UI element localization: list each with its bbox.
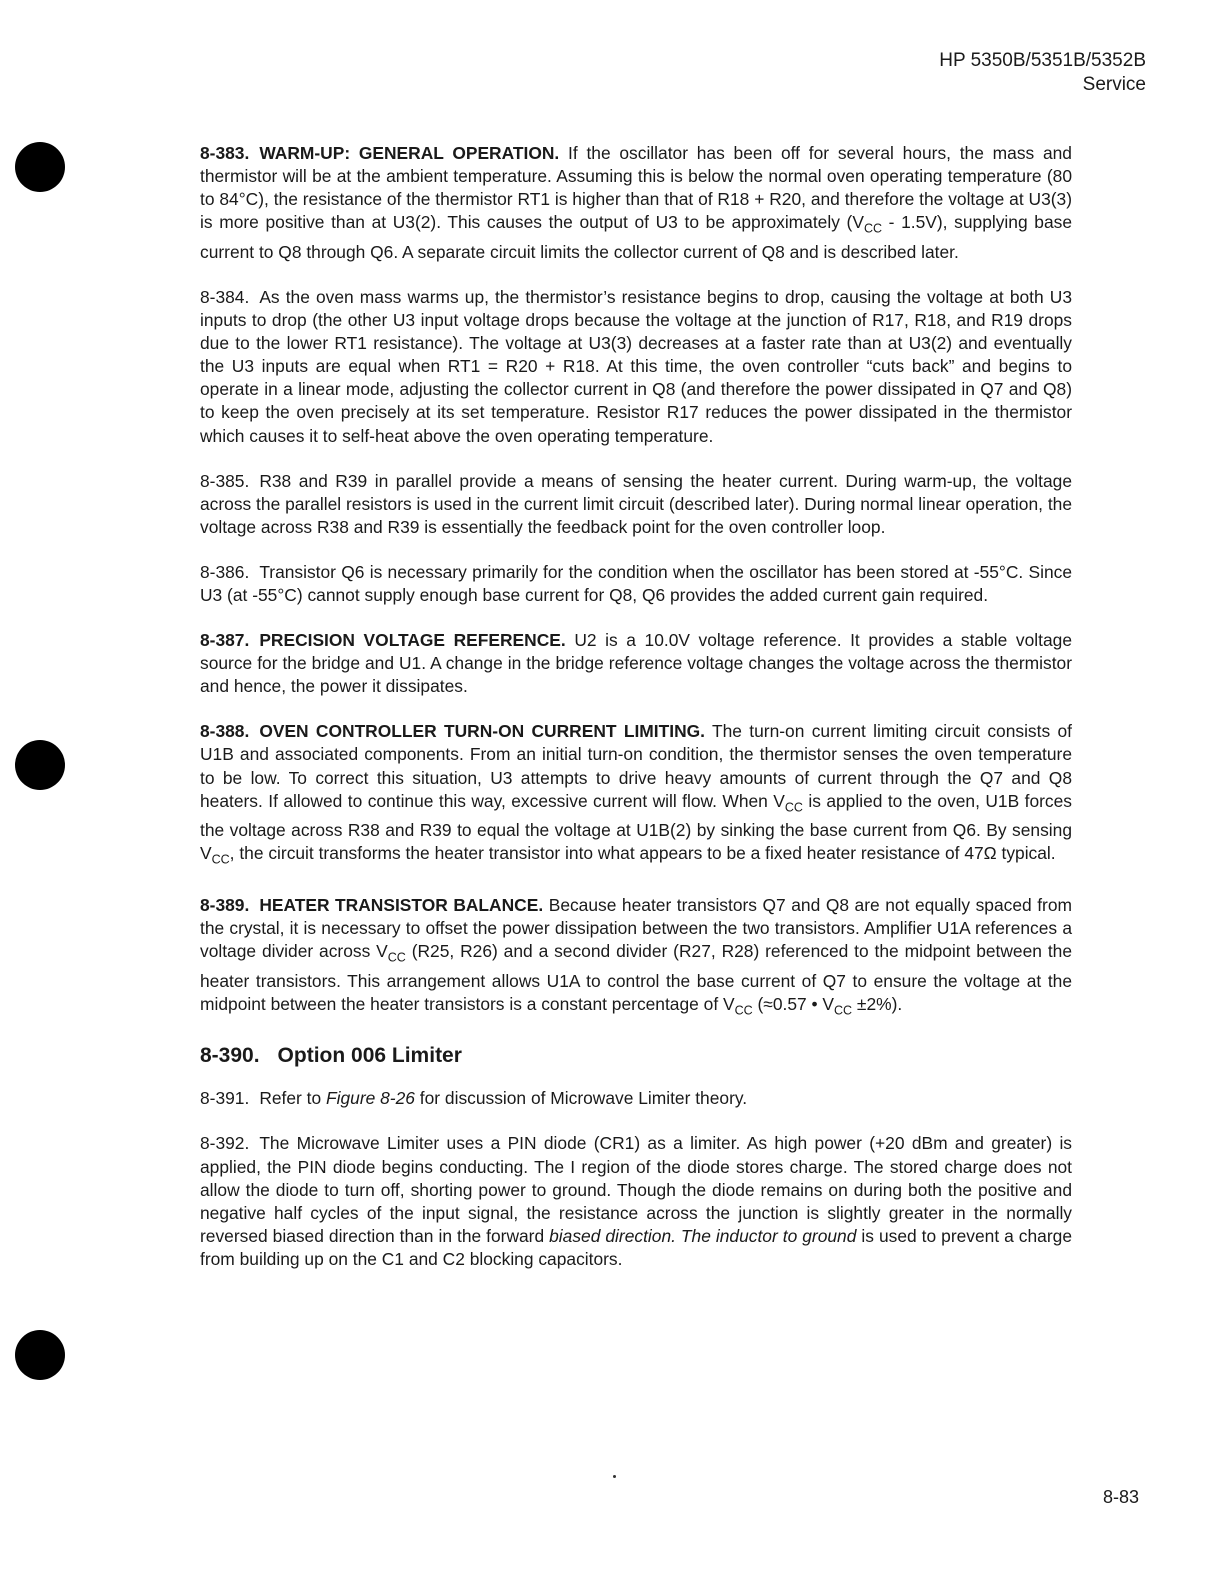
- subscript-cc: CC: [863, 221, 883, 236]
- paragraph-text: - 1.5V), supplying base current to Q8 through Q6. A separate circuit limits the collector current of Q8 and is described later.: [200, 212, 1072, 262]
- paragraph-title: OVEN CONTROLLER TURN-ON CURRENT LIMITING.: [259, 721, 705, 742]
- paragraph-8-383: [200, 142, 1072, 264]
- paragraph-text: is applied to the oven, U1B forces the voltage across R38 and R39 to equal the voltage at U1B(2) by sinking the base current from Q6. By sensing V: [200, 790, 1072, 864]
- paragraph-number: 8-387.: [200, 630, 250, 651]
- paragraph-8-391: [200, 1087, 1072, 1110]
- paragraph-text: The Microwave Limiter uses a PIN diode (CR1) as a limiter. As high power (+20 dBm and greater) is applied, the PIN diode begins conducting. The I region of the diode stores charge. The stored charge does not allow the diode to turn off, shorting power to ground. Though the diode remains on during both the positive and negative half cycles of the input signal, the resistance across the junction is slightly greater in the normally reversed biased direction than in the forward: [200, 1133, 1072, 1246]
- paragraph-text: (R25, R26) and a second divider (R27, R28) referenced to the midpoint between the heater transistors. This arrangement allows U1A to control the base current of Q7 to ensure the voltage at the midpoint between the heater transistors is a constant percentage of V: [200, 941, 1073, 1014]
- subscript-cc: CC: [784, 800, 803, 815]
- header-section: Service: [1082, 74, 1146, 95]
- paragraph-number: 8-386.: [200, 561, 250, 582]
- subscript-cc: CC: [734, 1003, 753, 1018]
- punch-hole-middle: [15, 740, 65, 790]
- paragraph-number: 8-384.: [200, 286, 250, 307]
- paragraph-text: Refer to: [259, 1088, 327, 1109]
- figure-reference: Figure 8-26: [326, 1088, 415, 1109]
- section-heading-8-390: [200, 1044, 1072, 1067]
- punch-hole-top: [15, 142, 65, 192]
- paragraph-text: for discussion of Microwave Limiter theory.: [414, 1088, 748, 1109]
- paragraph-number: 8-392.: [200, 1133, 250, 1154]
- scan-speck: [613, 1475, 616, 1478]
- section-title: Option 006 Limiter: [277, 1044, 462, 1068]
- section-number: 8-390.: [200, 1044, 260, 1068]
- subscript-cc: CC: [211, 852, 230, 867]
- paragraph-8-392: [200, 1132, 1072, 1271]
- paragraph-8-386: [200, 561, 1072, 607]
- paragraph-italic-text: biased direction. The inductor to ground: [549, 1225, 857, 1246]
- paragraph-8-388: [200, 720, 1072, 872]
- paragraph-number: 8-383.: [200, 143, 250, 163]
- paragraph-text: Transistor Q6 is necessary primarily for the condition when the oscillator has been stored at -55°C. Since U3 (at -55°C) cannot supply enough base current for Q8, Q6 provides the added current gain required.: [200, 561, 1072, 605]
- page-body: [200, 142, 1072, 1293]
- paragraph-text: Because heater transistors Q7 and Q8 are not equally spaced from the crystal, it is necessary to offset the power dissipation between the two transistors. Amplifier U1A references a voltage divider across V: [200, 894, 1072, 962]
- paragraph-number: 8-388.: [200, 721, 250, 742]
- page-number: 8-83: [1102, 1487, 1139, 1507]
- paragraph-title: HEATER TRANSISTOR BALANCE.: [259, 894, 544, 915]
- header-model: HP 5350B/5351B/5352B: [939, 50, 1146, 71]
- paragraph-text: U2 is a 10.0V voltage reference. It provides a stable voltage source for the bridge and U1. A change in the bridge reference voltage changes the voltage across the thermistor and hence, the power it dissipates.: [200, 630, 1072, 697]
- paragraph-text: is used to prevent a charge from building up on the C1 and C2 blocking capacitors.: [200, 1225, 1072, 1269]
- paragraph-title: PRECISION VOLTAGE REFERENCE.: [259, 630, 566, 651]
- paragraph-text: ±2%).: [852, 993, 903, 1014]
- paragraph-number: 8-391.: [200, 1088, 250, 1109]
- paragraph-text: (≈0.57 • V: [752, 993, 835, 1014]
- paragraph-number: 8-385.: [200, 470, 250, 491]
- punch-hole-bottom: [15, 1330, 65, 1380]
- paragraph-8-384: [200, 286, 1072, 448]
- paragraph-text: As the oven mass warms up, the thermistor’s resistance begins to drop, causing the voltage at both U3 inputs to drop (the other U3 input voltage drops because the voltage at the junction of R17, R18, and R19 drops due to the lower RT1 resistance). The voltage at U3(3) decreases at a faster rate than at U3(2) and eventually the U3 inputs are equal when RT1 = R20 + R18. At this time, the oven controller “cuts back” and begins to operate in a linear mode, adjusting the collector current in Q8 (and therefore the power dissipated in Q7 and Q8) to keep the oven precisely at its set temperature. Resistor R17 reduces the power dissipated in the thermistor which causes it to self-heat above the oven operating temperature.: [200, 286, 1072, 446]
- paragraph-text: If the oscillator has been off for several hours, the mass and thermistor will be at the ambient temperature. Assuming this is below the normal oven operating temperature (80 to 84°C), the resistance of the thermistor RT1 is higher than that of R18 + R20, and therefore the voltage at U3(3) is more positive than at U3(2). This causes the output of U3 to be approximately (V: [200, 143, 1072, 233]
- paragraph-8-389: [200, 894, 1072, 1022]
- paragraph-8-387: [200, 629, 1072, 698]
- paragraph-text: R38 and R39 in parallel provide a means of sensing the heater current. During warm-up, the voltage across the parallel resistors is used in the current limit circuit (described later). During normal linear operation, the voltage across R38 and R39 is essentially the feedback point for the oven controller loop.: [200, 470, 1072, 537]
- paragraph-title: WARM-UP: GENERAL OPERATION.: [259, 143, 560, 163]
- paragraph-number: 8-389.: [200, 894, 250, 915]
- paragraph-8-385: [200, 470, 1072, 539]
- subscript-cc: CC: [834, 1003, 853, 1018]
- subscript-cc: CC: [387, 950, 406, 965]
- paragraph-text: , the circuit transforms the heater transistor into what appears to be a fixed heater resistance of 47Ω typical.: [229, 843, 1056, 864]
- paragraph-text: The turn-on current limiting circuit consists of U1B and associated components. From an initial turn-on condition, the thermistor senses the oven temperature to be low. To correct this situation, U3 attempts to drive heavy amounts of current through the Q7 and Q8 heaters. If allowed to continue this way, excessive current will flow. When V: [200, 721, 1072, 811]
- page-header: [939, 49, 1146, 97]
